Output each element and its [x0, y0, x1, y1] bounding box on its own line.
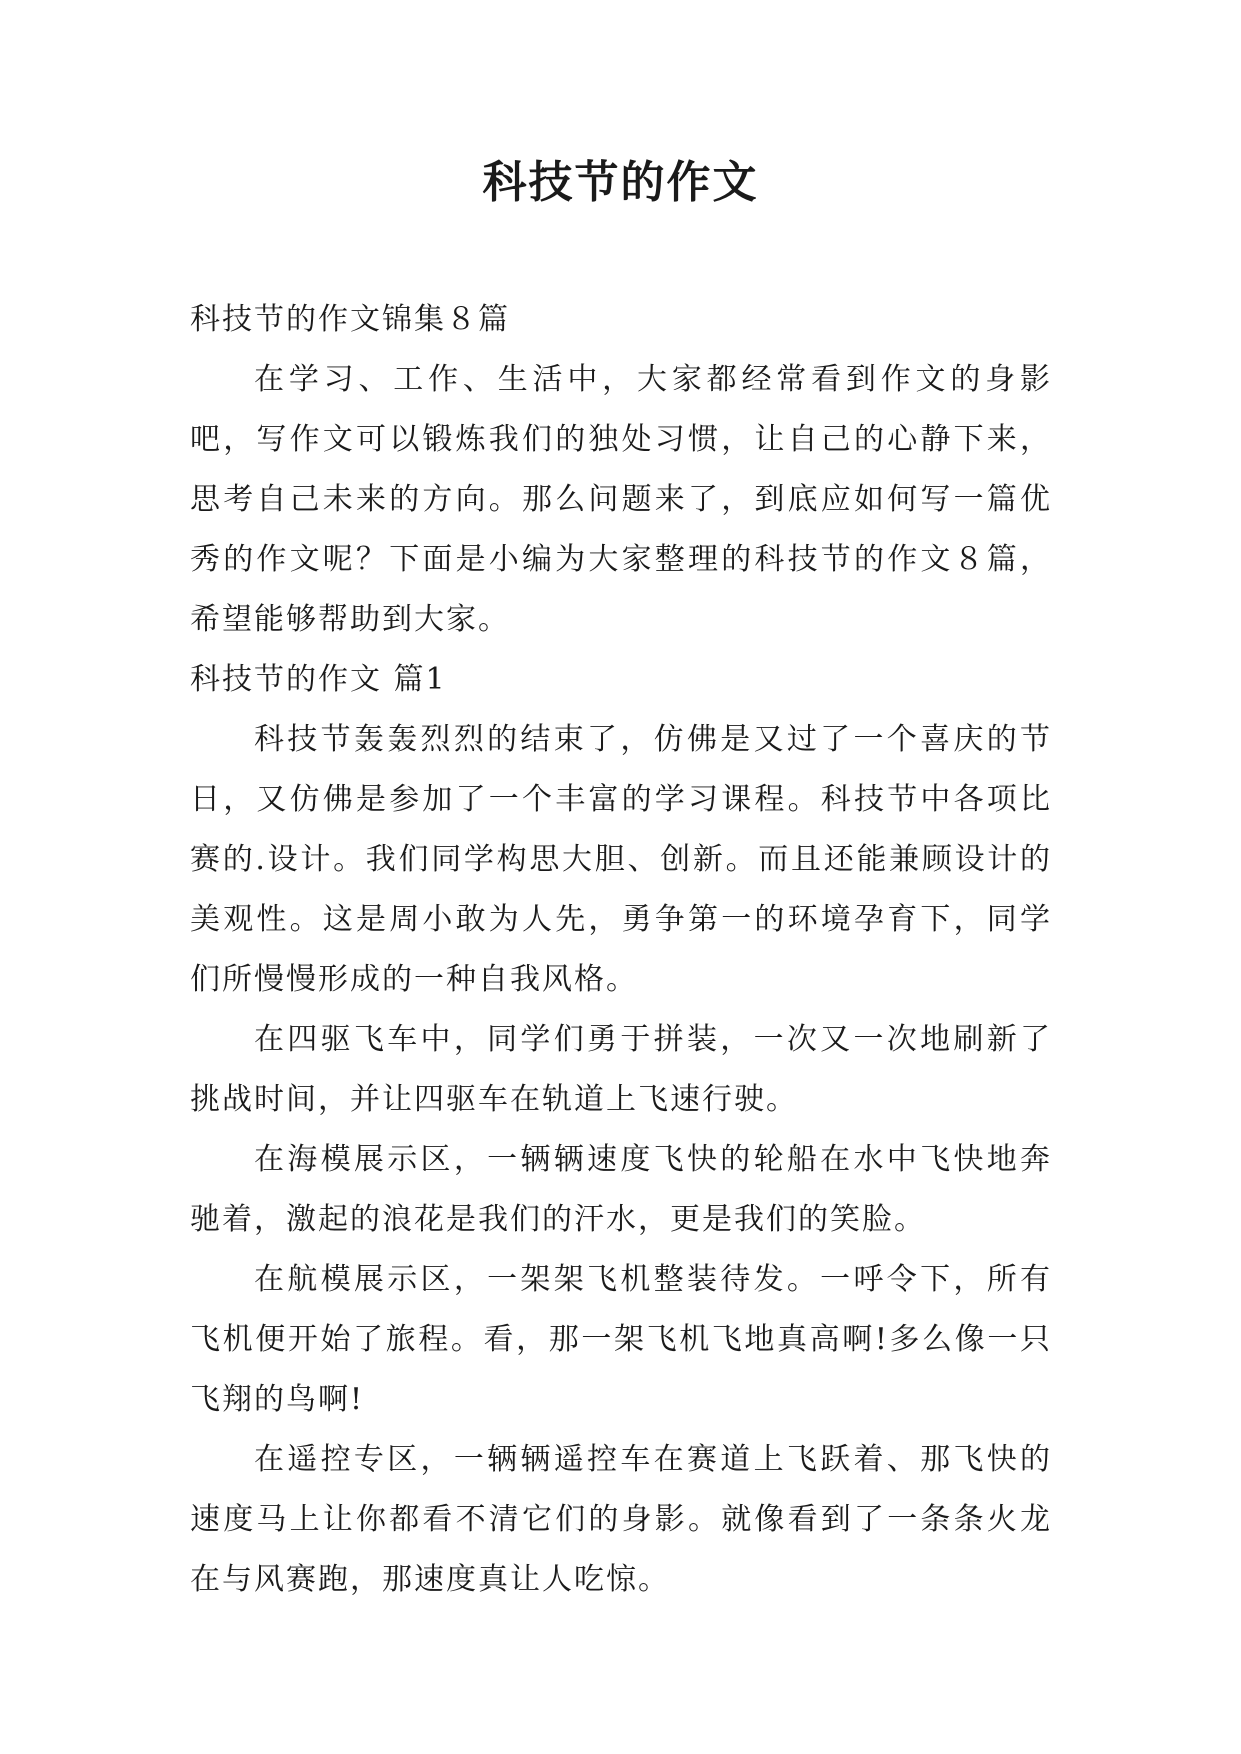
- collection-subtitle: 科技节的作文锦集８篇: [190, 302, 510, 337]
- body-paragraph: 在遥控专区，一辆辆遥控车在赛道上飞跃着、那飞快的速度马上让你都看不清它们的身影。就像看到了一条条火龙在与风赛跑，那速度真让人吃惊。: [190, 1442, 1052, 1597]
- section-heading: 科技节的作文 篇1: [190, 662, 447, 697]
- document-title: 科技节的作文: [482, 157, 759, 208]
- document-body: [190, 290, 1052, 1610]
- body-paragraph: 在航模展示区，一架架飞机整装待发。一呼令下，所有飞机便开始了旅程。看，那一架飞机飞地真高啊!多么像一只飞翔的鸟啊!: [190, 1262, 1052, 1417]
- body-paragraph: 在四驱飞车中，同学们勇于拼装，一次又一次地刷新了挑战时间，并让四驱车在轨道上飞速行驶。: [190, 1022, 1052, 1117]
- intro-paragraph: 在学习、工作、生活中，大家都经常看到作文的身影吧，写作文可以锻炼我们的独处习惯，让自己的心静下来，思考自己未来的方向。那么问题来了，到底应如何写一篇优秀的作文呢？下面是小编为大家整理的科技节的作文８篇，希望能够帮助到大家。: [190, 362, 1052, 637]
- body-paragraph: 科技节轰轰烈烈的结束了，仿佛是又过了一个喜庆的节日，又仿佛是参加了一个丰富的学习课程。科技节中各项比赛的.设计。我们同学构思大胆、创新。而且还能兼顾设计的美观性。这是周小敢为人先，勇争第一的环境孕育下，同学们所慢慢形成的一种自我风格。: [190, 722, 1052, 997]
- body-paragraph: 在海模展示区，一辆辆速度飞快的轮船在水中飞快地奔驰着，激起的浪花是我们的汗水，更是我们的笑脸。: [190, 1142, 1052, 1237]
